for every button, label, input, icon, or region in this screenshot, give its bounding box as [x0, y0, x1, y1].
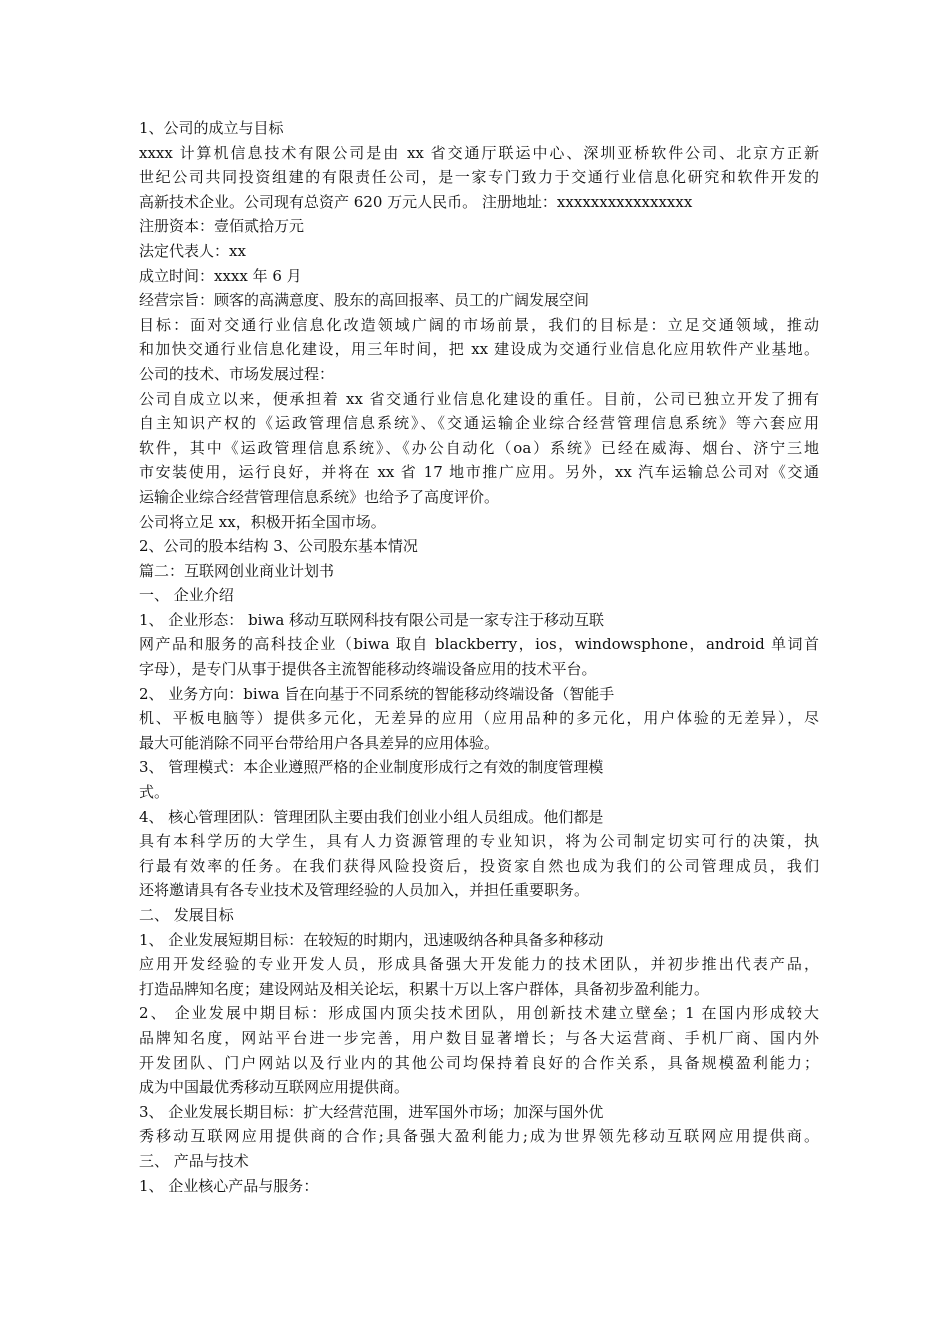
- text-line: 应用开发经验的专业开发人员，形成具备强大开发能力的技术团队，并初步推出代表产品，: [139, 955, 819, 974]
- text-line: 打造品牌知名度；建设网站及相关论坛，积累十万以上客户群体，具备初步盈利能力。: [139, 979, 710, 998]
- text-line: 秀移动互联网应用提供商的合作;具备强大盈利能力;成为世界领先移动互联网应用提供商。: [139, 1127, 819, 1146]
- text-line: 式。: [139, 783, 170, 802]
- text-line: 机、平板电脑等）提供多元化，无差异的应用（应用品种的多元化，用户体验的无差异），尽: [139, 709, 819, 728]
- text-line: 世纪公司共同投资组建的有限责任公司，是一家专门致力于交通行业信息化研究和软件开发的: [139, 168, 819, 187]
- text-line: 网产品和服务的高科技企业（biwa 取自 blackberry，ios，windowsphone，android 单词首: [139, 635, 819, 654]
- text-line: 2、 业务方向：biwa 旨在向基于不同系统的智能移动终端设备（智能手: [139, 684, 615, 703]
- text-line: 市安装使用，运行良好，并将在 xx 省 17 地市推广应用。另外，xx 汽车运输总公司对《交通: [139, 463, 819, 482]
- text-line: 1、 企业核心产品与服务：: [139, 1176, 319, 1195]
- document-body: [139, 116, 819, 1198]
- text-line: 3、 管理模式：本企业遵照严格的企业制度形成行之有效的制度管理模: [139, 758, 604, 777]
- text-line: 公司将立足 xx，积极开拓全国市场。: [139, 512, 386, 531]
- text-line: 软件，其中《运政管理信息系统》、《办公自动化（oa）系统》已经在威海、烟台、济宁三地: [139, 438, 819, 457]
- text-line: 1、 企业形态： biwa 移动互联网科技有限公司是一家专注于移动互联: [139, 610, 605, 629]
- text-line: 公司自成立以来，便承担着 xx 省交通行业信息化建设的重任。目前，公司已独立开发了拥有: [139, 389, 819, 408]
- text-line: 还将邀请具有各专业技术及管理经验的人员加入，并担任重要职务。: [139, 881, 590, 900]
- text-line: 1、 企业发展短期目标：在较短的时期内，迅速吸纳各种具备多种移动: [139, 930, 604, 949]
- text-line: 行最有效率的任务。在我们获得风险投资后，投资家自然也成为我们的公司管理成员，我们: [139, 856, 819, 875]
- text-line: 成为中国最优秀移动互联网应用提供商。: [139, 1078, 410, 1097]
- text-line: 运输企业综合经营管理信息系统》也给予了高度评价。: [139, 487, 500, 506]
- text-line: 品牌知名度，网站平台进一步完善，用户数目显著增长；与各大运营商、手机厂商、国内外: [139, 1028, 819, 1047]
- text-line: 经营宗旨：顾客的高满意度、股东的高回报率、员工的广阔发展空间: [139, 291, 590, 310]
- text-line: 二、 发展目标: [139, 906, 234, 924]
- text-line: xxxx 计算机信息技术有限公司是由 xx 省交通厅联运中心、深圳亚桥软件公司、北京方正新: [139, 143, 819, 162]
- text-line: 三、 产品与技术: [139, 1151, 249, 1170]
- text-line: 篇二：互联网创业商业计划书: [139, 561, 335, 580]
- text-line: 具有本科学历的大学生，具有人力资源管理的专业知识，将为公司制定切实可行的决策，执: [139, 832, 819, 851]
- text-line: 3、 企业发展长期目标：扩大经营范围，进军国外市场；加深与国外优: [139, 1102, 604, 1121]
- text-line: 公司的技术、市场发展过程：: [139, 364, 335, 383]
- text-line: 自主知识产权的《运政管理信息系统》、《交通运输企业综合经营管理信息系统》等六套应用: [139, 414, 819, 433]
- text-line: 成立时间：xxxx 年 6 月: [139, 266, 302, 285]
- text-line: 高新技术企业。公司现有总资产 620 万元人民币。 注册地址：xxxxxxxxxxxxxxxx: [139, 192, 693, 211]
- text-line: 2、 企业发展中期目标：形成国内顶尖技术团队，用创新技术建立壁垒；1 在国内形成较大: [139, 1004, 819, 1023]
- text-line: 开发团队、门户网站以及行业内的其他公司均保持着良好的合作关系，具备规模盈利能力；: [139, 1053, 819, 1072]
- text-line: 1、公司的成立与目标: [139, 119, 284, 137]
- text-line: 4、 核心管理团队：管理团队主要由我们创业小组人员组成。他们都是: [139, 807, 604, 826]
- text-line: 目标：面对交通行业信息化改造领域广阔的市场前景，我们的目标是：立足交通领域，推动: [139, 315, 819, 334]
- text-line: 和加快交通行业信息化建设，用三年时间，把 xx 建设成为交通行业信息化应用软件产业基地。: [139, 340, 819, 359]
- text-line: 注册资本：壹佰贰拾万元: [139, 217, 305, 236]
- text-line: 一、 企业介绍: [139, 586, 234, 605]
- text-line: 2、公司的股本结构 3、公司股东基本情况: [139, 537, 418, 556]
- text-line: 法定代表人：xx: [139, 241, 246, 260]
- text-line: 字母），是专门从事于提供各主流智能移动终端设备应用的技术平台。: [139, 660, 597, 679]
- text-line: 最大可能消除不同平台带给用户各具差异的应用体验。: [139, 733, 500, 752]
